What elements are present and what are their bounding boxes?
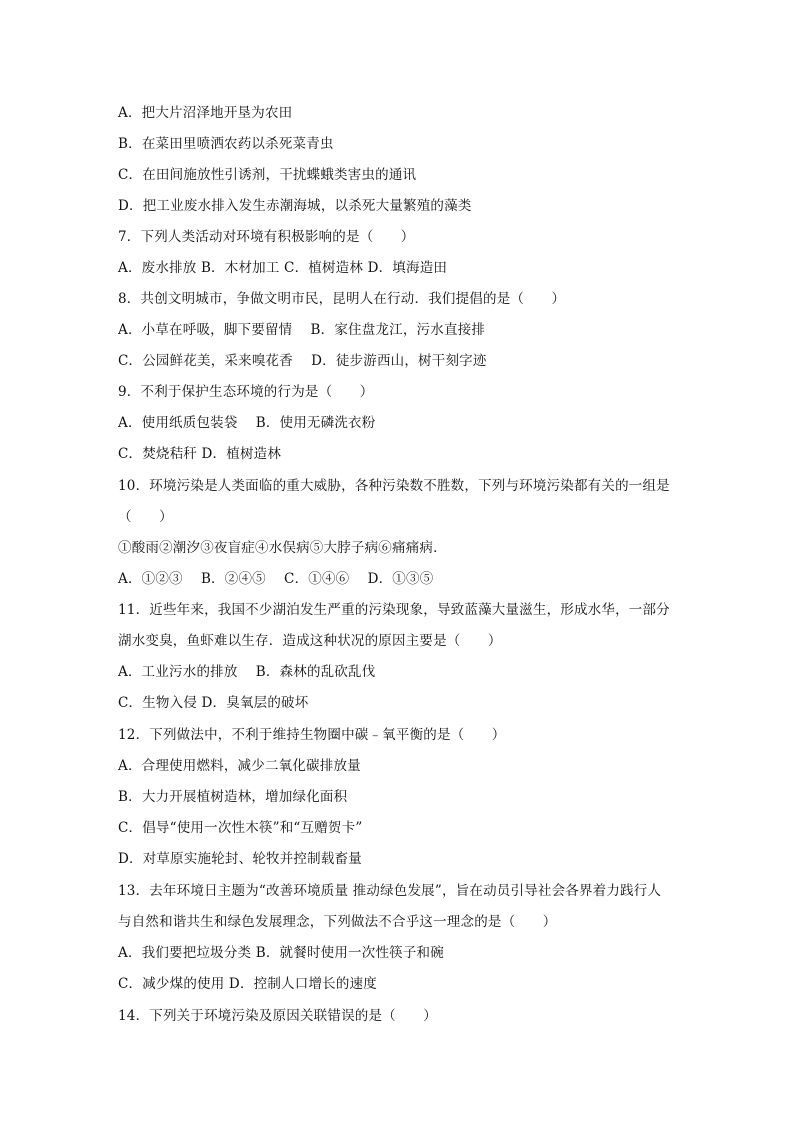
- q9-options-ab: A．使用纸质包装袋 B．使用无磷洗衣粉: [118, 415, 376, 431]
- q13-options-cd: C．减少煤的使用 D．控制人口增长的速度: [118, 976, 377, 992]
- q9-options-cd: C．焚烧秸秆 D．植树造林: [118, 446, 282, 462]
- question-9: 9．不利于保护生态环境的行为是（ ）: [118, 384, 374, 400]
- question-8: 8．共创文明城市，争做文明市民，昆明人在行动．我们提倡的是（ ）: [118, 291, 566, 307]
- question-11-cont: 湖水变臭，鱼虾难以生存．造成这种状况的原因主要是（ ）: [118, 633, 502, 649]
- q12-option-b: B．大力开展植树造林，增加绿化面积: [118, 789, 348, 805]
- question-12: 12．下列做法中，不利于维持生物圈中碳﹣氧平衡的是（ ）: [118, 727, 506, 743]
- q8-options-cd: C．公园鲜花美，采来嗅花香 D．徒步游西山，树干刻字迹: [118, 353, 487, 369]
- q7-options: A．废水排放 B．木材加工 C．植树造林 D．填海造田: [118, 260, 448, 276]
- question-11: 11．近些年来，我国不少湖泊发生严重的污染现象，导致蓝藻大量滋生，形成水华，一部分: [118, 602, 670, 618]
- q6-option-c: C．在田间施放性引诱剂，干扰蝶蛾类害虫的通讯: [118, 167, 417, 183]
- q12-option-c: C．倡导“使用一次性木筷”和“互赠贺卡”: [118, 820, 363, 836]
- q11-options-cd: C．生物入侵 D．臭氧层的破坏: [118, 695, 309, 711]
- question-7: 7．下列人类活动对环境有积极影响的是（ ）: [118, 229, 415, 245]
- q13-options-ab: A．我们要把垃圾分类 B．就餐时使用一次性筷子和碗: [118, 945, 444, 961]
- question-10: 10．环境污染是人类面临的重大威胁，各种污染数不胜数，下列与环境污染都有关的一组是: [118, 478, 670, 494]
- q11-options-ab: A．工业污水的排放 B．森林的乱砍乱伐: [118, 664, 376, 680]
- question-10-items: ①酸雨②潮汐③夜盲症④水俣病⑤大脖子病⑥痛痛病．: [118, 540, 447, 556]
- q6-option-a: A．把大片沼泽地开垦为农田: [118, 105, 293, 121]
- q6-option-b: B．在菜田里喷洒农药以杀死菜青虫: [118, 136, 334, 152]
- question-13: 13．去年环境日主题为“改善环境质量 推动绿色发展”，旨在动员引导社会各界着力践行人: [118, 883, 662, 899]
- q10-options: A．①②③ B．②④⑤ C．①④⑥ D．①③⑤: [118, 571, 434, 587]
- question-14: 14．下列关于环境污染及原因关联错误的是（ ）: [118, 1008, 437, 1024]
- q12-option-a: A．合理使用燃料，减少二氧化碳排放量: [118, 758, 361, 774]
- q6-option-d: D．把工业废水排入发生赤潮海城，以杀死大量繁殖的藻类: [118, 198, 472, 214]
- question-10-blank: （ ）: [118, 509, 173, 525]
- question-13-cont: 与自然和谐共生和绿色发展理念，下列做法不合乎这一理念的是（ ）: [118, 914, 557, 930]
- q12-option-d: D．对草原实施轮封、轮牧并控制载畜量: [118, 851, 362, 867]
- q8-options-ab: A．小草在呼吸，脚下要留情 B．家住盘龙江，污水直接排: [118, 322, 486, 338]
